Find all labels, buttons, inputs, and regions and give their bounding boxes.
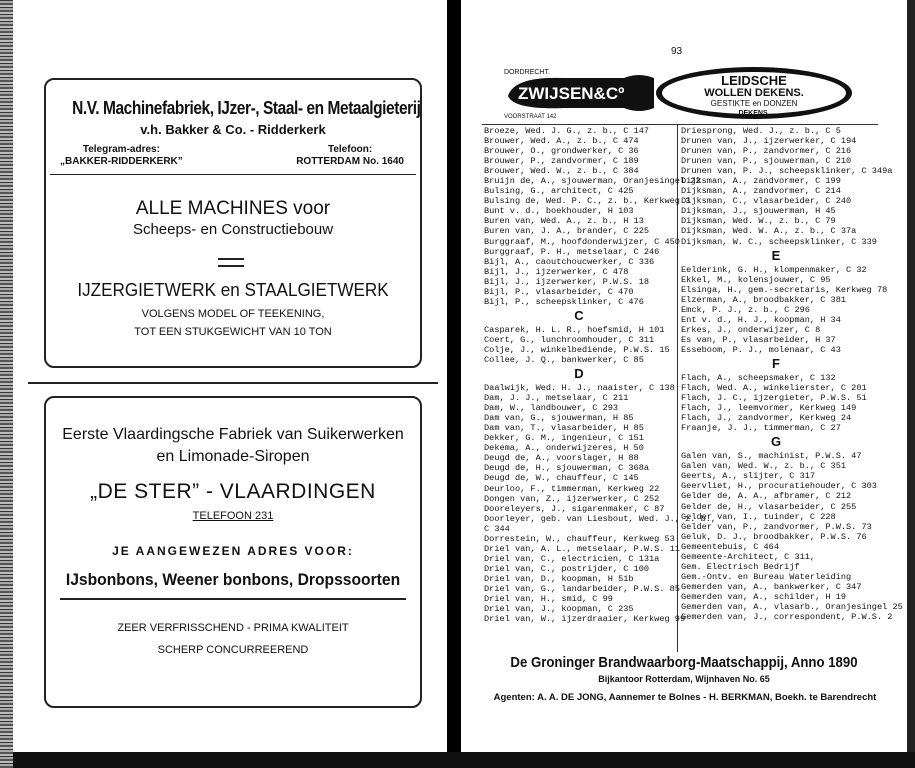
directory-entry: Es van, P., vlasarbeider, H 37 (681, 334, 836, 345)
directory-entry: Dijksman, A., zandvormer, C 199 (681, 176, 841, 187)
directory-entry: Bijl, J., ijzerwerker, C 478 (484, 266, 629, 277)
directory-right-column (681, 126, 903, 623)
scan-edge (0, 0, 13, 768)
footer-agents: Agenten: A. A. DE JONG, Aannemer te Bolnes - H. BERKMAN, Boekh. te Barendrecht (493, 692, 877, 703)
directory-entry: Dijksman, Wed. W. A., z. b., C 37a (681, 226, 857, 237)
directory-entry: Dooreleyers, J., sigarenmaker, C 87 (484, 503, 665, 514)
ad1-subtitle: v.h. Bakker & Co. - Ridderkerk (140, 122, 326, 137)
directory-entry: Bijl, P., scheepsklinker, C 476 (484, 296, 644, 307)
section-letter: G (770, 434, 782, 450)
directory-entry: Gelder van, I., tuinder, C 228 (681, 511, 836, 522)
directory-entry: Drunen van, P. J., scheepsklinker, C 349a (681, 166, 893, 177)
directory-entry: Burggraaf, P. H., metselaar, C 246 (484, 246, 660, 257)
directory-entry: Erkes, J., onderwijzer, C 8 (681, 324, 821, 335)
ad2-line1: Eerste Vlaardingsche Fabriek van Suikerwerken (62, 426, 404, 443)
directory-entry: Buren van, J. A., brander, C 225 (484, 226, 650, 237)
ad1-telegram-label: Telegram-adres: (82, 144, 160, 155)
directory-entry: Ent v. d., H. J., koopman, H 34 (681, 314, 841, 325)
directory-entry: Collee, J. Q., bankwerker, C 85 (484, 354, 644, 365)
directory-entry: Driel van, G., landarbeider, P.W.S. 85 (484, 583, 680, 594)
directory-entry: Driesprong, Wed. J., z. b., C 5 (681, 126, 841, 136)
directory-entry: Flach, J., leemvormer, Kerkweg 149 (681, 403, 857, 414)
section-letter: F (772, 355, 780, 371)
directory-entry: Dam, W., landbouwer, C 293 (484, 403, 619, 414)
directory-entry: Gemerden van, J., correspondent, P.W.S. 2 (681, 612, 893, 623)
directory-entry: Gemerden van, A., vlasarb., Oranjesingel 25 (681, 601, 903, 612)
directory-entry: Drunen van, P., sjouwerman, C 210 (681, 156, 852, 167)
scan-right-edge (907, 0, 915, 768)
directory-entry: Driel van, C., electricien, C 131a (484, 553, 660, 564)
ad1-company: N.V. Machinefabriek, IJzer-, Staal- en Metaalgieterij (72, 98, 421, 118)
ad1-telegram-value: „BAKKER-RIDDERKERK” (60, 156, 183, 167)
directory-entry: Coert, G., lunchroomhouder, C 311 (484, 334, 655, 345)
machinefabriek-advertisement (44, 78, 422, 368)
ad1-line4: VOLGENS MODEL OF TEEKENING, (141, 308, 325, 320)
directory-entry: Gemeente-Architect, C 311, (681, 551, 816, 562)
ad2-line7: ZEER VERFRISSCHEND - PRIMA KWALITEIT (117, 622, 349, 634)
directory-entry: Dorrestein, W., chauffeur, Kerkweg 53 (484, 533, 675, 544)
ad2-line2: en Limonade-Siropen (156, 448, 310, 465)
directory-entry: Esseboom, P. J., molenaar, C 43 (681, 344, 841, 355)
de-ster-advertisement (44, 396, 422, 708)
directory-top-rule (482, 124, 878, 125)
directory-entry: Gelder van, P., zandvormer, P.W.S. 73 (681, 521, 872, 532)
banner-line1: LEIDSCHE (721, 73, 787, 88)
footer-insurance-title: De Groninger Brandwaarborg-Maatschappij, Anno 1890 (510, 654, 858, 671)
section-letter: D (574, 366, 584, 382)
directory-entry: Eelderink, G. H., klompenmaker, C 32 (681, 264, 867, 275)
zwijsen-banner (504, 66, 854, 120)
directory-entry: Drunen van, J., ijzerwerker, C 194 (681, 136, 857, 147)
directory-entry: Geluk, D. J., broodbakker, P.W.S. 76 (681, 531, 867, 542)
directory-entry: Bulsing, G., architect, C 425 (484, 186, 634, 197)
directory-entry: Daalwijk, Wed. H. J., naaister, C 138 (484, 383, 675, 394)
directory-entry: Driel van, A. L., metselaar, P.W.S. 11 (484, 543, 680, 554)
banner-line2: WOLLEN DEKENS. (704, 87, 804, 99)
directory-entry: Dam van, G., sjouwerman, H 85 (484, 413, 634, 424)
ad2-line3: „DE STER” - VLAARDINGEN (90, 480, 376, 503)
directory-entry: Deurloo, F., timmerman, Kerkweg 22 (484, 483, 660, 494)
ad2-phone: TELEFOON 231 (192, 510, 274, 522)
banner-brand: ZWIJSEN&Cº (518, 84, 625, 103)
ad2-line8: SCHERP CONCURREEREND (157, 644, 309, 656)
banner-city: DORDRECHT. (504, 69, 550, 76)
directory-entry: Gem.-Ontv. en Bureau Waterleiding (681, 571, 852, 582)
directory-entry: Galen van, Wed. W., z. b., C 351 (681, 461, 847, 472)
directory-entry: Buren van, Wed. A., z. b., H 13 (484, 216, 644, 227)
directory-entry: Galen van, S., machinist, P.W.S. 47 (681, 451, 862, 462)
directory-entry: Dekema, A., onderwijzeres, H 50 (484, 443, 644, 454)
scan-bottom-edge (13, 752, 915, 768)
directory-left-column (484, 126, 717, 625)
directory-entry: Bijl, P., vlasarbeider, C 470 (484, 286, 634, 297)
directory-entry: Bruijn de, A., sjouwerman, Oranjesingel 22 (484, 176, 701, 187)
ad1-line2: Scheeps- en Constructiebouw (132, 221, 334, 238)
directory-entry: Casparek, H. L. R., hoefsmid, H 101 (484, 324, 665, 335)
ad1-phone-value: ROTTERDAM No. 1640 (296, 156, 404, 167)
directory-entry: Gemerden van, A., bankwerker, C 347 (681, 581, 862, 592)
directory-entry: Colje, J., winkelbediende, P.W.S. 15 (484, 344, 670, 355)
directory-entry: Dam, J. J., metselaar, C 211 (484, 393, 629, 404)
directory-entry: Bijl, A., caoutchoucwerker, C 336 (484, 256, 655, 267)
directory-entry: Dijksman, C., vlasarbeider, C 240 (681, 196, 852, 207)
banner-line4: DEKENS. (738, 110, 770, 117)
directory-entry: Brouwer, P., zandvormer, C 189 (484, 156, 639, 167)
directory-entry: Flach, A., scheepsmaker, C 132 (681, 372, 836, 383)
ad1-line3: IJZERGIETWERK en STAALGIETWERK (77, 280, 389, 300)
directory-entry: Drunen van, P., zandvormer, C 216 (681, 146, 852, 157)
directory-entry: Deugd de, W., chauffeur, C 145 (484, 473, 639, 484)
directory-entry: Gelder de, A. A., afbramer, C 212 (681, 491, 852, 502)
directory-entry: Gemerden van, A., schilder, H 19 (681, 591, 847, 602)
ad1-double-rule (218, 258, 244, 267)
directory-entry: Elsinga, H., gem.-secretaris, Kerkweg 78 (681, 284, 888, 295)
directory-entry: Dijksman, Wed. W., z. b., C 79 (681, 216, 836, 227)
directory-entry: Gemeentebuis, C 464 (681, 541, 779, 552)
directory-entry: Flach, J., zandvormer, Kerkweg 24 (681, 413, 852, 424)
directory-entry: Ekkel, M., kolensjouwer, C 95 (681, 274, 831, 285)
directory-entry: Elzerman, A., broodbakker, C 381 (681, 294, 847, 305)
directory-entry: Brouwer, Wed. A., z. b., C 474 (484, 136, 639, 147)
directory-entry: Gem. Electrisch Bedrijf (681, 561, 800, 572)
ad1-line1: ALLE MACHINES voor (135, 198, 331, 219)
directory-entry: Driel van, J., koopman, C 235 (484, 604, 634, 615)
directory-entry: Doorleyer, geb. van Liesbout, Wed. J., z. b., (484, 513, 717, 524)
directory-entry: Geerts, A., slijter, C 317 (681, 471, 816, 482)
directory-entry: Brouwer, Wed. W., z. b., C 384 (484, 166, 639, 177)
section-letter: C (574, 307, 584, 323)
directory-entry: Flach, J. C., ijzergieter, P.W.S. 51 (681, 393, 867, 404)
ad1-telegram (60, 144, 183, 168)
banner-line3: GESTIKTE en DONZEN (710, 99, 798, 108)
directory-entry: Bijl, J., ijzerwerker, P.W.S. 18 (484, 276, 650, 287)
directory-entry: Bunt v. d., boekhouder, H 103 (484, 206, 634, 217)
directory-entry: Broeze, Wed. J. G., z. b., C 147 (484, 126, 650, 136)
ad1-line5: TOT EEN STUKGEWICHT VAN 10 TON (134, 326, 332, 338)
directory-entry: Brouwer, O., grondwerker, C 36 (484, 146, 639, 157)
directory-entry: Bulsing de, Wed. P. C., z. b., Kerkweg 3 (484, 196, 691, 207)
directory-entry: Dijksman, J., sjouwerman, H 45 (681, 206, 836, 217)
section-letter: E (771, 247, 781, 263)
directory-entry: Deugd de, A., voorslager, H 88 (484, 453, 639, 464)
directory-entry: Driel van, D., koopman, H 51b (484, 573, 634, 584)
ad2-line5: JE AANGEWEZEN ADRES VOOR: (112, 544, 354, 558)
directory-entry: C 344 (484, 523, 510, 534)
directory-entry: Dijksman, W. C., scheepsklinker, C 339 (681, 236, 877, 247)
directory-entry: Driel van, C., postrijder, C 100 (484, 563, 650, 574)
banner-street: VOORSTRAAT 142 (504, 114, 557, 120)
directory-entry: Driel van, W., ijzerdraaier, Kerkweg 99 (484, 614, 686, 625)
directory-entry: Flach, Wed. A., winkelierster, C 201 (681, 383, 867, 394)
footer-office: Bijkantoor Rotterdam, Wijnhaven No. 65 (598, 674, 770, 684)
directory-entry: Dam van, T., vlasarbeider, H 85 (484, 423, 644, 434)
page-number: 93 (671, 46, 683, 57)
directory-entry: Driel van, H., smid, C 99 (484, 594, 613, 605)
directory-entry: Dongen van, Z., ijzerwerker, C 252 (484, 493, 660, 504)
ad1-phone (296, 144, 404, 168)
book-gutter (447, 0, 461, 768)
directory-entry: Dijksman, A., zandvormer, C 214 (681, 186, 841, 197)
ad2-products: IJsbonbons, Weener bonbons, Dropssoorten (65, 570, 401, 589)
ad-divider (28, 382, 438, 384)
directory-entry: Emck, P. J., z. b., C 296 (681, 304, 810, 315)
directory-entry: Deugd de, H., sjouwerman, C 368a (484, 463, 650, 474)
directory-entry: Geervliet, H., procuratiehouder, C 303 (681, 481, 877, 492)
ad2-products-rule (60, 598, 406, 600)
directory-entry: Gelder de, H., vlasarbeider, C 255 (681, 501, 857, 512)
ad1-separator (50, 174, 416, 175)
directory-entry: Dekker, G. M., ingenieur, C 151 (484, 433, 644, 444)
directory-entry: Burggraaf, M., hoofdonderwijzer, C 450 (484, 236, 680, 247)
directory-entry: Fraanje, J. J., timmerman, C 27 (681, 423, 841, 434)
ad1-phone-label: Telefoon: (327, 144, 373, 155)
